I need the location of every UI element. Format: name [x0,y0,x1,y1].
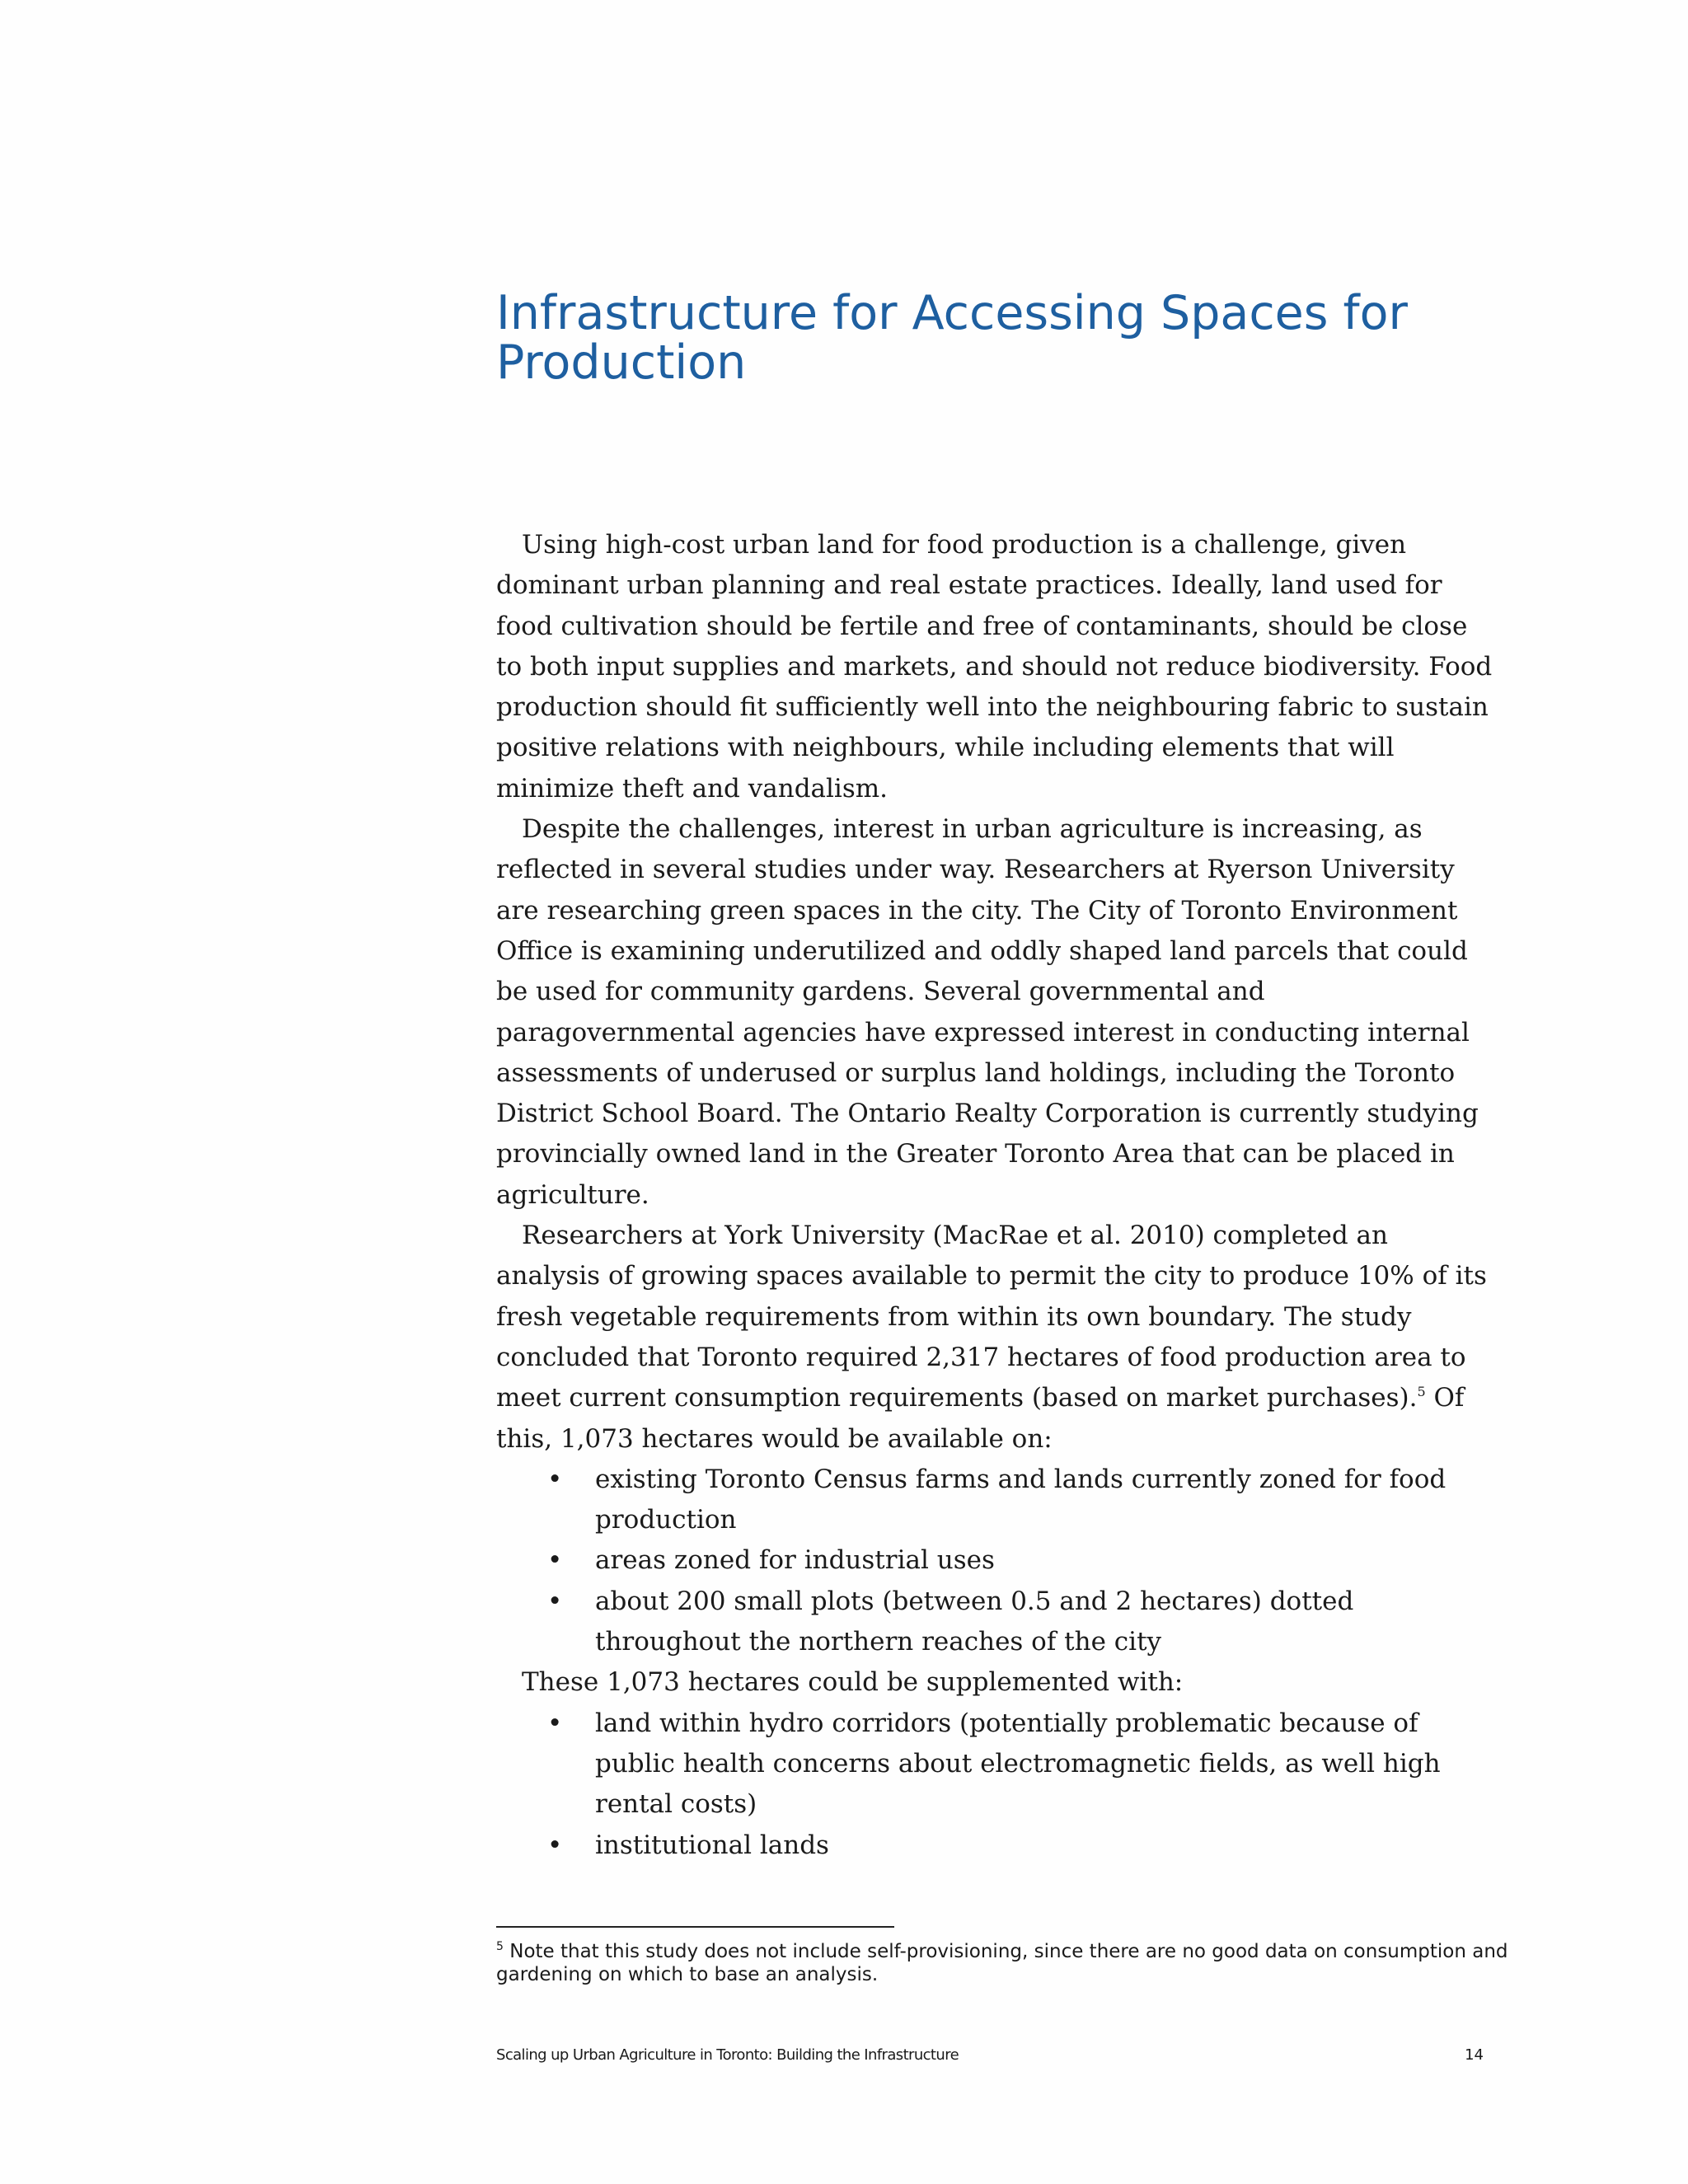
footnote-reference: 5 [1417,1384,1426,1400]
footnote-number: 5 [496,1940,504,1953]
page-number: 14 [1465,2046,1484,2064]
paragraph-3 [496,1216,1498,1460]
body-text [496,525,1498,1866]
paragraph-2: Despite the challenges, interest in urban agriculture is increasing, as reflected in several studies under way. Researchers at Ryerson University are researching green spaces in the city. The City of Toronto Environment Office is examining underutilized and oddly shaped land parcels that could be used for community gardens. Several governmental and paragovernmental agencies have expressed interest in conducting internal assessments of underused or surplus land holdings, including the Toronto District School Board. The Ontario Realty Corporation is currently studying provincially owned land in the Greater Toronto Area that can be placed in agriculture. [496,814,1479,1210]
paragraph-1: Using high-cost urban land for food production is a challenge, given dominant urban planning and real estate practices. Ideally, land used for food cultivation should be fertile and free of contaminants, should be close to both input supplies and markets, and should not reduce biodiversity. Food production should fit sufficiently well into the neighbouring fabric to sustain positive relations with neighbours, while including elements that will minimize theft and vandalism. [496,530,1493,804]
list-item-text: areas zoned for industrial uses [595,1545,995,1576]
bullet-icon: • [547,1586,563,1616]
list-item-text: institutional lands [595,1830,829,1860]
bullet-icon: • [547,1545,563,1576]
footnote-text: Note that this study does not include self-provisioning, since there are no good data on consumption and gardening on which to base an analysis. [496,1941,1508,1985]
paragraph-3-text: Researchers at York University (MacRae et al. 2010) completed an analysis of growing spaces available to permit the city to produce 10% of its fresh vegetable requirements from within its own boundary. The study concluded that Toronto required 2,317 hectares of food production area to meet current consumption requirements (based on market purchases). [496,1221,1487,1413]
bullet-icon: • [547,1464,563,1494]
bullet-icon: • [547,1830,563,1860]
footnote-divider [496,1926,894,1928]
available-lands-list [496,1460,1498,1662]
list-item-text: existing Toronto Census farms and lands currently zoned for food production [595,1464,1447,1535]
supplementary-lands-list [496,1704,1498,1866]
list-item [496,1825,1498,1866]
section-heading-line-1: Infrastructure for Accessing Spaces for [496,286,1408,340]
section-heading [496,286,1502,390]
section-heading-line-2: Production [496,335,747,390]
paragraph-4: These 1,073 hectares could be supplemented with: [522,1667,1184,1698]
list-item [496,1582,1498,1663]
list-item-text: about 200 small plots (between 0.5 and 2 hectares) dotted throughout the northern reaches of the city [595,1586,1354,1657]
bullet-icon: • [547,1708,563,1738]
list-item [496,1540,1498,1581]
list-item-text: land within hydro corridors (potentially problematic because of public health concerns about electromagnetic fields, as well high rental costs) [595,1708,1441,1820]
list-item [496,1704,1498,1825]
list-item [496,1460,1498,1541]
paragraph-3-continuation: Of this, 1,073 hectares would be available on: [496,1383,1465,1454]
footer-document-title: Scaling up Urban Agriculture in Toronto: Building the Infrastructure [496,2046,959,2064]
footnote [496,1940,1510,1986]
